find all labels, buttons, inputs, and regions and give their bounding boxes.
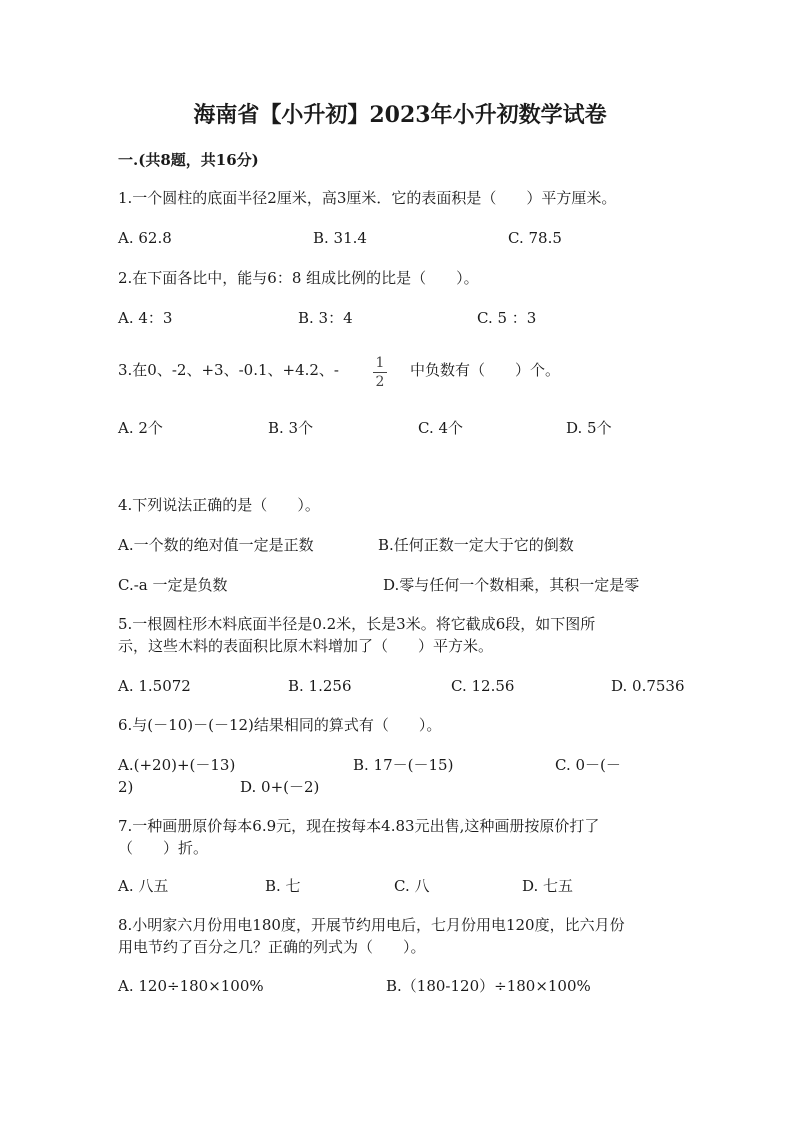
- question-3-stem: 3.在0、-2、+3、-0.1、+4.2、-: [118, 361, 339, 379]
- question-5-option-c: C. 12.56: [451, 677, 515, 695]
- question-5-stem: 5.一根圆柱形木料底面半径是0.2米，长是3米。将它截成6段，如下图所: [118, 615, 596, 633]
- question-6-option-d: D. 0+(－2): [240, 778, 320, 796]
- question-7-stem-line-2: （ ）折。: [118, 839, 209, 857]
- fraction-bar: [373, 372, 387, 373]
- question-5-option-d: D. 0.7536: [611, 677, 685, 695]
- question-4-option-a: A.一个数的绝对值一定是正数: [118, 536, 314, 554]
- question-8-stem: 8.小明家六月份用电180度，开展节约用电后，七月份用电120度，比六月份: [118, 916, 625, 934]
- question-3-option-a: A. 2个: [118, 419, 163, 437]
- question-1-option-c: C. 78.5: [508, 229, 562, 247]
- question-5-option-a: A. 1.5072: [118, 677, 191, 695]
- page-title: 海南省【小升初】2023年小升初数学试卷: [193, 102, 607, 128]
- question-1-option-a: A. 62.8: [118, 229, 172, 247]
- question-3-option-d: D. 5个: [566, 419, 612, 437]
- question-4-option-b: B.任何正数一定大于它的倒数: [378, 536, 574, 554]
- question-4-option-c: C.-a 一定是负数: [118, 576, 228, 594]
- question-3-stem-tail: 中负数有（ ）个。: [410, 361, 561, 379]
- question-6-stem: 6.与(－10)－(－12)结果相同的算式有（ ）。: [118, 716, 442, 734]
- question-3-option-c: C. 4个: [418, 419, 464, 437]
- question-1-stem: 1.一个圆柱的底面半径2厘米，高3厘米．它的表面积是（ ）平方厘米。: [118, 189, 617, 207]
- question-6-option-b: B. 17－(－15): [353, 756, 454, 774]
- question-6-option-c-tail: 2): [118, 778, 134, 796]
- question-8-stem-line-2: 用电节约了百分之几？正确的列式为（ ）。: [118, 938, 426, 956]
- question-8-option-b: B.（180-120）÷180×100%: [386, 977, 591, 995]
- question-2-option-a: A. 4：3: [118, 309, 173, 327]
- section-heading: 一.(共8题，共16分): [118, 151, 259, 169]
- question-7-option-a: A. 八五: [118, 877, 169, 895]
- question-7-option-d: D. 七五: [522, 877, 574, 895]
- fraction-denominator: 2: [375, 374, 385, 390]
- fraction-numerator: 1: [375, 355, 385, 371]
- question-2-option-c: C. 5 ：3: [477, 309, 537, 327]
- question-7-stem: 7.一种画册原价每本6.9元，现在按每本4.83元出售,这种画册按原价打了: [118, 817, 600, 835]
- question-5-stem-line-2: 示，这些木料的表面积比原木料增加了（ ）平方米。: [118, 637, 494, 655]
- question-6-option-a: A.(+20)+(－13): [118, 756, 236, 774]
- question-2-stem: 2.在下面各比中，能与6：8 组成比例的比是（ ）。: [118, 269, 479, 287]
- question-2-option-b: B. 3：4: [298, 309, 353, 327]
- question-7-option-b: B. 七: [265, 877, 301, 895]
- question-8-option-a: A. 120÷180×100%: [118, 977, 264, 995]
- fraction-one-half: [373, 355, 387, 390]
- question-1-option-b: B. 31.4: [313, 229, 367, 247]
- question-6-option-c: C. 0－(－: [555, 756, 621, 774]
- question-4-option-d: D.零与任何一个数相乘，其积一定是零: [383, 576, 640, 594]
- question-3-option-b: B. 3个: [268, 419, 314, 437]
- question-7-option-c: C. 八: [394, 877, 430, 895]
- question-5-option-b: B. 1.256: [288, 677, 352, 695]
- question-4-stem: 4.下列说法正确的是（ ）。: [118, 496, 320, 514]
